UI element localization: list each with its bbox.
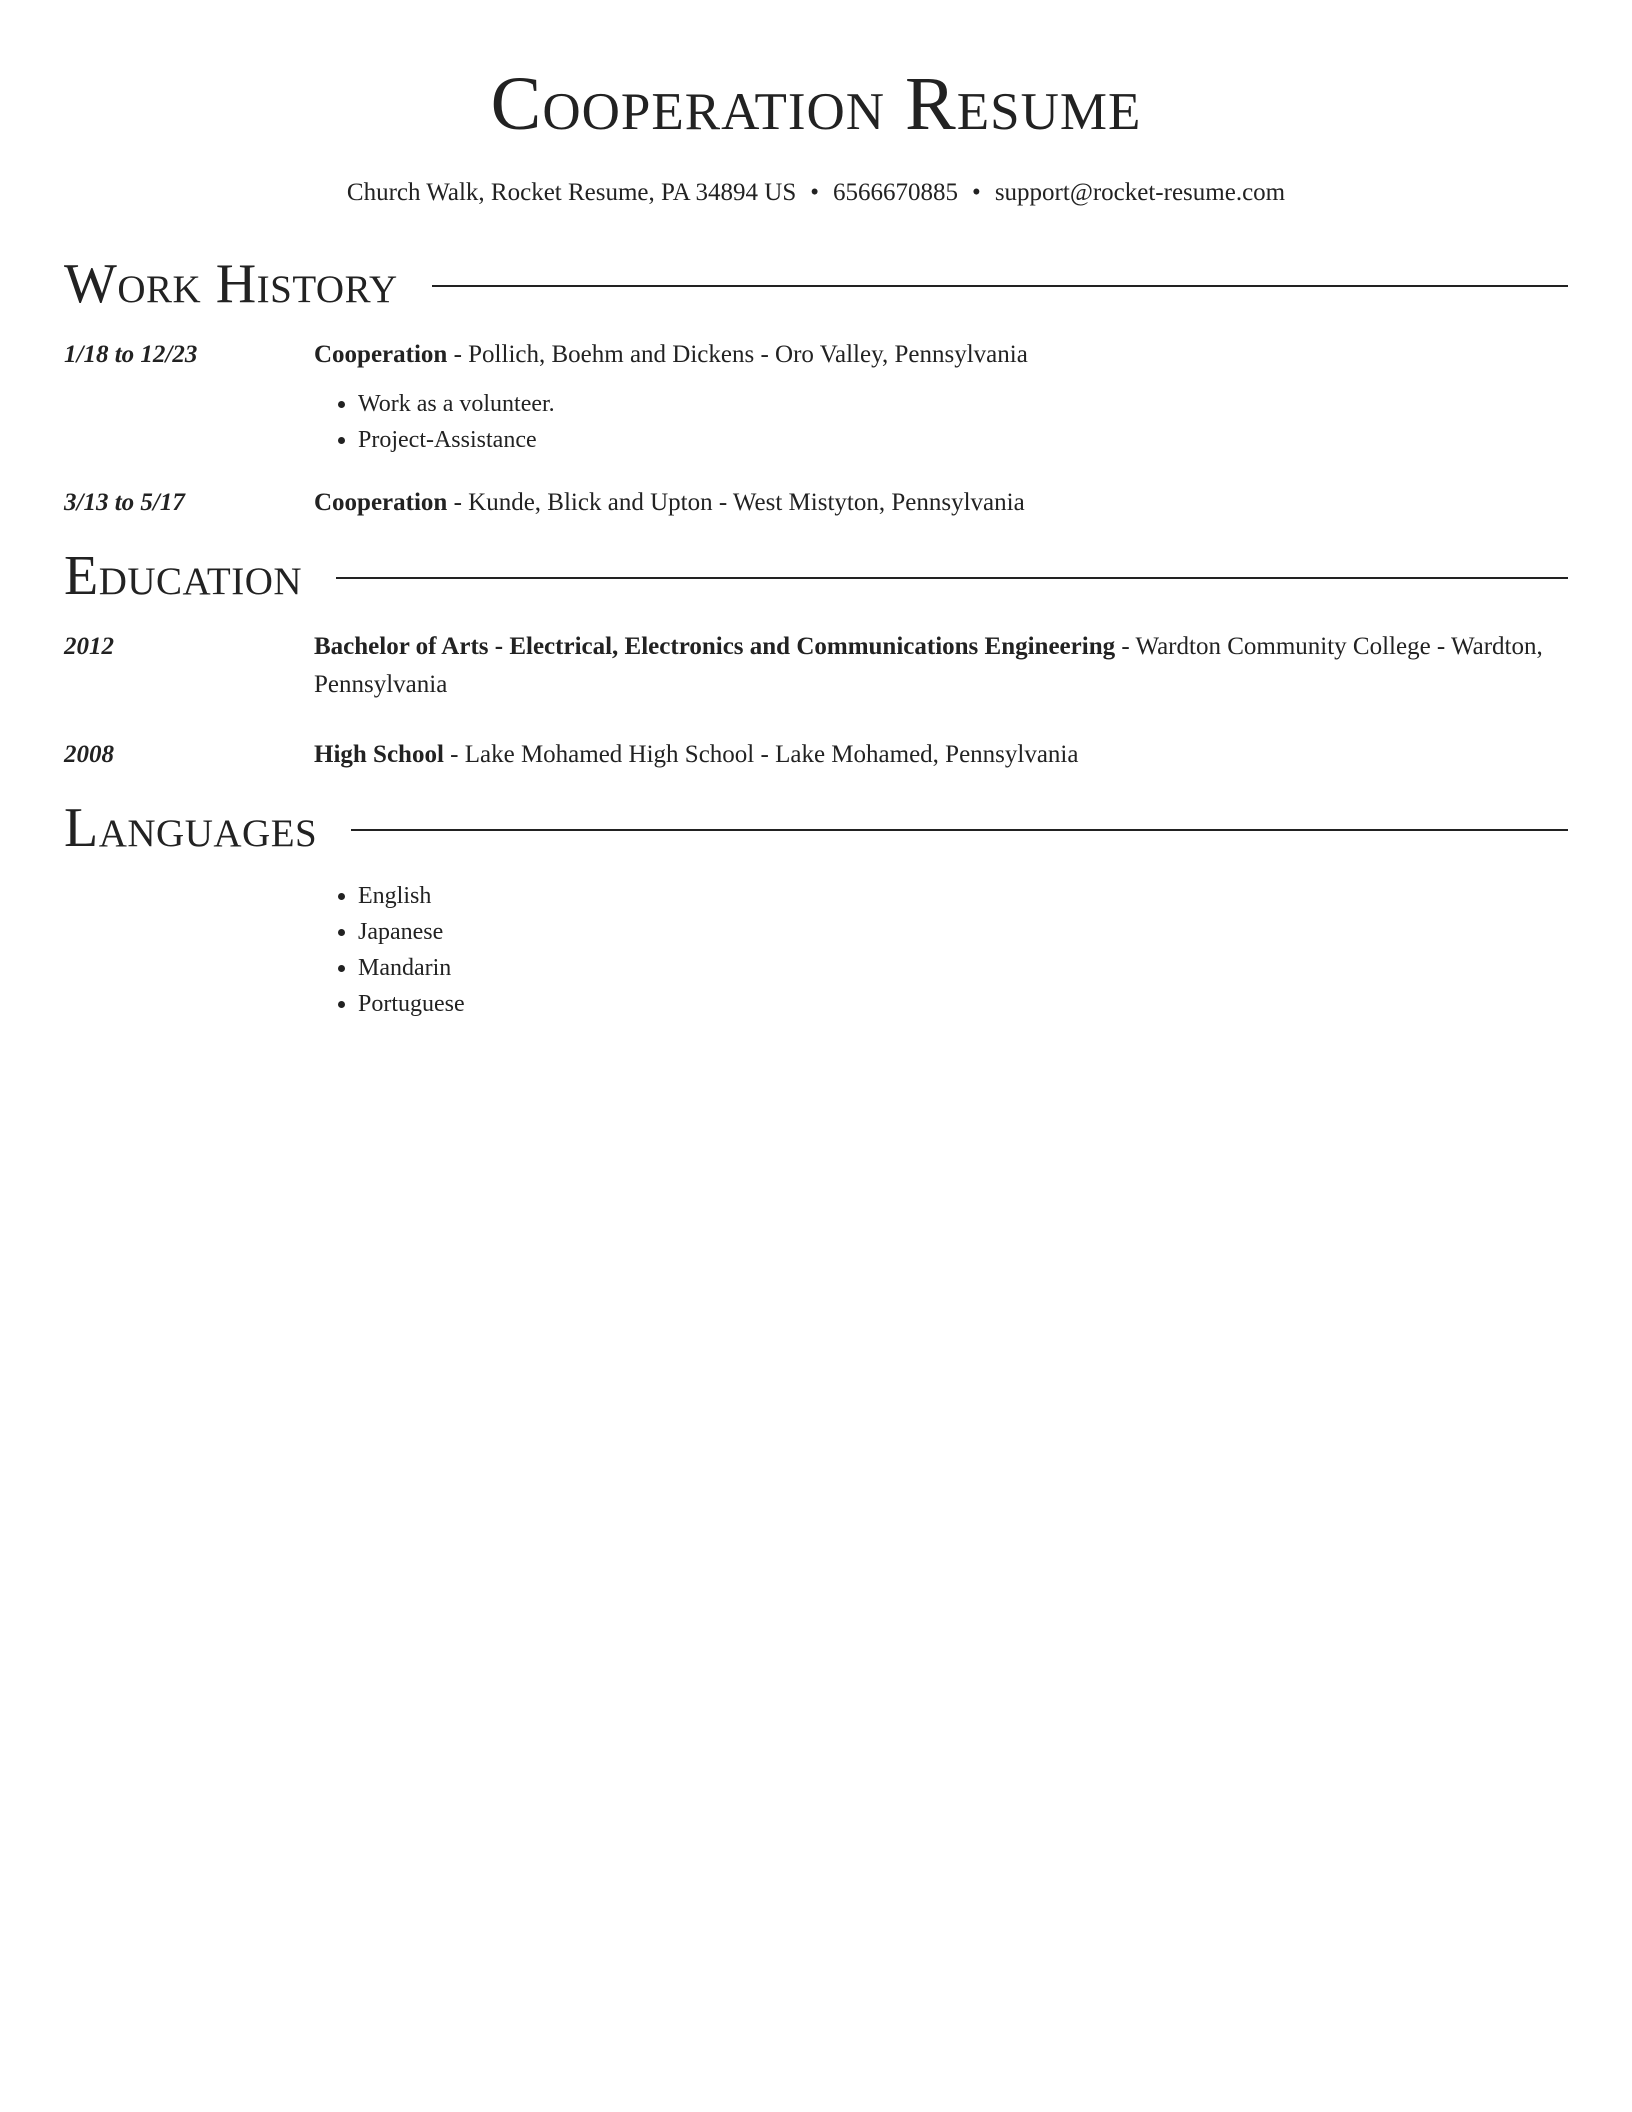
contact-phone: 6566670885	[833, 179, 959, 206]
work-bullets	[314, 386, 1568, 458]
contact-address: Church Walk, Rocket Resume, PA 34894 US	[346, 179, 797, 206]
education-heading	[64, 545, 1568, 607]
work-dates: 3/13 to 5/17	[64, 489, 185, 516]
work-details: - Pollich, Boehm and Dickens - Oro Valley, Pennsylvania	[447, 341, 1028, 368]
work-history-heading	[64, 253, 1568, 315]
language-item: • Japanese	[358, 914, 1568, 950]
language-item: • Portuguese	[358, 986, 1568, 1022]
work-description	[314, 484, 1568, 522]
language-item: • English	[358, 878, 1568, 914]
work-position: Cooperation	[314, 341, 448, 368]
work-details: - Kunde, Blick and Upton - West Mistyton, Pennsylvania	[447, 489, 1025, 516]
work-entry	[64, 484, 1568, 522]
resume-title: Cooperation Resume	[490, 62, 1142, 146]
education-degree: High School	[314, 741, 444, 768]
education-description	[314, 736, 1568, 774]
language-item: • Mandarin	[358, 950, 1568, 986]
work-entry	[64, 336, 1568, 458]
education-entry	[64, 736, 1568, 774]
contact-line	[64, 178, 1568, 208]
contact-email: support@rocket-resume.com	[994, 179, 1286, 206]
work-description	[314, 336, 1568, 458]
section-divider	[351, 829, 1568, 831]
work-bullet: • Work as a volunteer.	[358, 386, 1568, 422]
section-title-education: Education	[64, 545, 303, 607]
work-bullet: • Project-Assistance	[358, 422, 1568, 458]
section-divider	[336, 577, 1568, 579]
section-divider	[432, 285, 1568, 287]
section-title-languages: Languages	[64, 797, 318, 859]
education-details: - Wardton Community College - Wardton, Pennsylvania	[314, 633, 1543, 698]
language-bullets	[314, 878, 1568, 1022]
work-position: Cooperation	[314, 489, 448, 516]
contact-separator: •	[972, 179, 981, 206]
contact-separator: •	[810, 179, 820, 206]
education-year: 2012	[64, 633, 114, 660]
languages-list	[314, 878, 1568, 1022]
education-degree: Bachelor of Arts - Electrical, Electronics and Communications Engineering	[314, 633, 1116, 660]
education-entry	[64, 628, 1568, 704]
languages-heading	[64, 797, 1568, 859]
education-year: 2008	[64, 741, 114, 768]
education-details: - Lake Mohamed High School - Lake Mohamed, Pennsylvania	[443, 741, 1079, 768]
section-title-work-history: Work History	[64, 253, 398, 315]
work-dates: 1/18 to 12/23	[64, 341, 198, 368]
education-description	[314, 628, 1568, 704]
